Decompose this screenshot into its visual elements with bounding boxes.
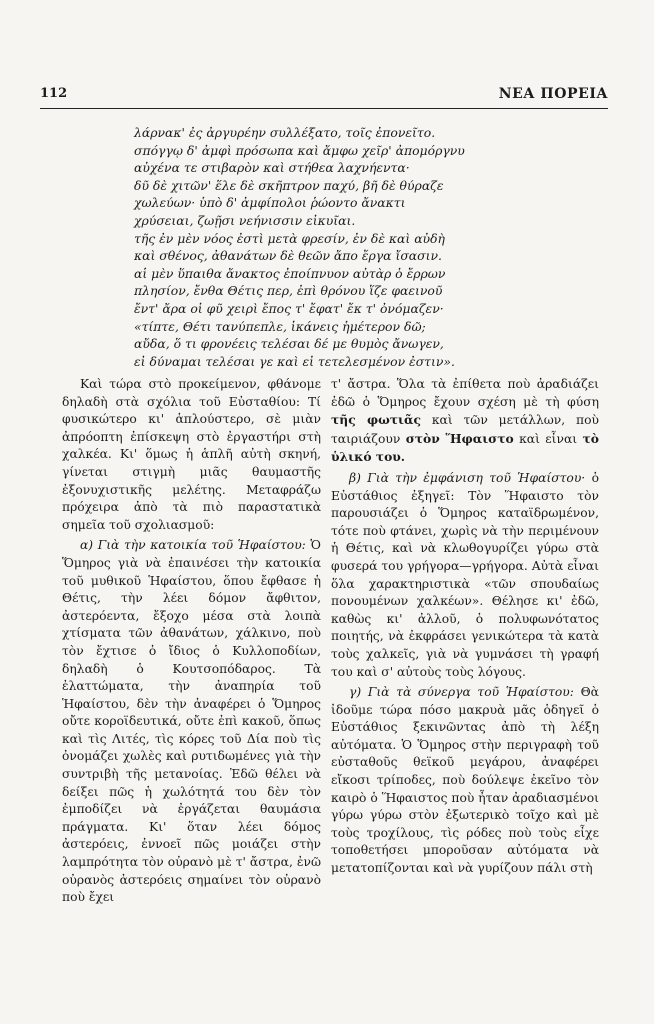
poem-line: χωλεύων· ὑπὸ δ' ἀμφίπολοι ῥώοντο ἄνακτι [134, 195, 406, 211]
paragraph-text: Θὰ ἰδοῦμε τώρα πόσο μακρυὰ μᾶς ὁδηγεῖ ὁ Εὐστάθιος ξεκινῶντας ἀπὸ τὴ λέξη αὐτόματα. Ὁ Ὅμηρος στὴν περιγραφὴ τοῦ εὐσταθοῦς θεϊκοῦ μεγάρου, ἀναφέρει εἴκοσι τρίποδες, ποὺ δούλεψε ἐκεῖνο τὸν καιρὸ ὁ Ἥφαιστος ποὺ ἦταν ἀραδιασμένοι γύρω γύρω στὸν ἐξωτερικὸ τοῖχο καὶ μὲ τοὺς τροχίλους, τὶς ρόδες ποὺ τοὺς εἶχε τοποθετήσει μποροῦσαν αὐτόματα νὰ μετατοπίζονται καὶ νὰ γυρίζουν πάλι στὴ [331, 685, 599, 876]
paragraph: Καὶ τώρα στὸ προκείμενον, φθάνομε δηλαδὴ στὰ σχόλια τοῦ Εὐσταθίου: Τί φυσικώτερο κι' ἁπλούστερο, σὲ μιὰν ἀπρόοπτη ἐπίσκεψη στὸ ἐργαστήρι στὴ χαλκέα. Κι' ὅμως ἡ ἁπλῆ αὐτὴ σκηνή, γίνεται στιγμὴ μιᾶς θαυμαστῆς ἐξονυχιστικῆς μελέτης. Μεταφράζω πρόχειρα ἀπὸ τὰ πιὸ παραστατικὰ σημεῖα τοῦ σχολιασμοῦ: [62, 377, 321, 532]
poem-line: σπόγγῳ δ' ἀμφὶ πρόσωπα καὶ ἄμφω χεῖρ' ἀπομόργνυ [134, 142, 465, 158]
poem-line: ἔντ' ἄρα οἱ φῦ χειρὶ ἔπος τ' ἔφατ' ἔκ τ' ὀνόμαζεν· [134, 300, 444, 316]
paragraph [331, 470, 599, 681]
poem-line: αἱ μὲν ὕπαιθα ἄνακτος ἐποίπνυον αὐτὰρ ὁ ἔρρων [134, 265, 446, 281]
right-column [331, 376, 599, 878]
paragraph-text: ὁ Εὐστάθιος ἐξηγεῖ: [331, 470, 599, 503]
poem-line: εἰ δύναμαι τελέσαι γε καὶ εἰ τετελεσμένον ἐστιν». [134, 353, 455, 369]
paragraph-text: τ' ἄστρα. Ὅλα τὰ ἐπίθετα ποὺ ἀραδιάζει ἐδῶ ὁ Ὅμηρος ἔχουν σχέση μὲ τὴ φύση [331, 377, 599, 409]
poem-line: αὔδα, ὅ τι φρονέεις τελέσαι δέ με θυμὸς ἄνωγεν, [134, 336, 444, 352]
paragraph-text: Ὁ Ὅμηρος γιὰ νὰ ἐπαινέσει τὴν κατοικία τοῦ μυθικοῦ Ἡφαίστου, ὅπου ἔφθασε ἡ Θέτις, τὴν λέει δόμον ἄφθιτον, ἀστερόεντα, ἔξοχο μέσα στὰ λοιπὰ χτίσματα τῶν ἀθανάτων, χάλκινο, ποὺ τὸν ἔχτισε ὁ ἴδιος ὁ Κυλλοποδίων, δηλαδὴ ὁ Κουτσοπόδαρος. Τὰ ἐλαττώματα, τὴν ἀναπηρία τοῦ Ἡφαίστου, δὲν τὴν ἀναφέρει ὁ Ὅμηρος οὔτε κοροϊδευτικά, οὔτε ἐπὶ κακοῦ, ὅπως καὶ τὶς Λιτές, τὶς κόρες τοῦ Δία ποὺ τὶς ὀνομάζει χωλὲς καὶ ρυτιδωμένες γιὰ τὴν συντριβὴ τῆς μετανοίας. Ἐδῶ θέλει νὰ δείξει πῶς ἡ χωλότητά του δὲν τὸν ἐμποδίζει νὰ ἐργάζεται θαυμάσια πράγματα. Κι' ὅταν λέει δόμος ἀστερόεις, ἐννοεῖ πῶς μοιάζει στὴν λαμπρότητα τὸν οὐρανὸ μὲ τ' ἄστρα, ἐνῶ οὐρανὸς ἀστερόεις σημαίνει τὸν οὐρανὸ ποὺ ἔχει [62, 538, 321, 905]
section-label: γ) Γιὰ τὰ σύνεργα τοῦ Ἡφαίστου: [349, 685, 574, 700]
paragraph [62, 537, 321, 906]
page-number: 112 [40, 86, 68, 101]
poem-line: αὐχένα τε στιβαρὸν καὶ στήθεα λαχνήεντα· [134, 160, 410, 176]
paragraph [331, 376, 599, 467]
bold-text: τῆς φωτιᾶς [331, 412, 421, 428]
left-column [62, 376, 321, 907]
paragraph-text: Τὸν Ἥφαιστο τὸν παρουσιάζει ὁ Ὅμηρος καταϊδρωμένον, τότε ποὺ φτάνει, χωρὶς νὰ τὴν περιμένουν ἡ Θέτις, καὶ νὰ κλωθογυρίζει γύρω στὰ φυσερά του γρήγορα—γρήγορα. Αὐτὰ εἶναι ὅλα χαρακτηριστικὰ «τῶν σπουδαίως πονουμένων χαλκέων». Θέλησε κι' ἐδῶ, καθὼς κι' ἀλλοῦ, ὁ πολυφωνότατος ποιητής, νὰ ἐκφράσει γενικώτερα τὰ κατὰ τοὺς χαλκεῖς, γιὰ νὰ γυμνάσει τὴ γραφή του καὶ σ' αὐτοὺς τοὺς λόγους. [331, 488, 599, 679]
journal-title: ΝΕΑ ΠΟΡΕΙΑ [498, 86, 608, 102]
paragraph-text: καὶ τῶν μετάλλων, ποὺ ταιριάζουν [331, 413, 599, 446]
page-header [40, 86, 608, 109]
section-label: β) Γιὰ τὴν ἐμφάνιση τοῦ Ἡφαίστου· [349, 470, 586, 485]
poem-line: «τίπτε, Θέτι τανύπεπλε, ἱκάνεις ἡμέτερον δῶ; [134, 318, 426, 334]
poem-line: καὶ σθένος, ἀθανάτων δὲ θεῶν ἄπο ἔργα ἴσασιν. [134, 248, 442, 264]
poem-quote [134, 124, 574, 370]
poem-line: τῆς ἐν μὲν νόος ἐστὶ μετὰ φρεσίν, ἐν δὲ καὶ αὐδὴ [134, 230, 445, 246]
paragraph-text: καὶ εἶναι [519, 431, 578, 446]
bold-text: τὸ ὑλικό του. [331, 430, 599, 465]
paragraph [331, 684, 599, 878]
poem-line: χρύσειαι, ζωῇσι νεήνισσιν εἰκυῖαι. [134, 212, 356, 228]
poem-line: δῦ δὲ χιτῶν' ἕλε δὲ σκῆπτρον παχύ, βῆ δὲ θύραζε [134, 177, 444, 193]
poem-line: πλησίον, ἔνθα Θέτις περ, ἐπὶ θρόνου ἵζε φαεινοῦ [134, 283, 443, 299]
section-label: α) Γιὰ τὴν κατοικία τοῦ Ἡφαίστου: [80, 538, 306, 553]
poem-line: λάρνακ' ἐς ἀργυρέην συλλέξατο, τοῖς ἐπονεῖτο. [134, 125, 436, 140]
bold-text: στὸν Ἥφαιστο [405, 430, 514, 446]
